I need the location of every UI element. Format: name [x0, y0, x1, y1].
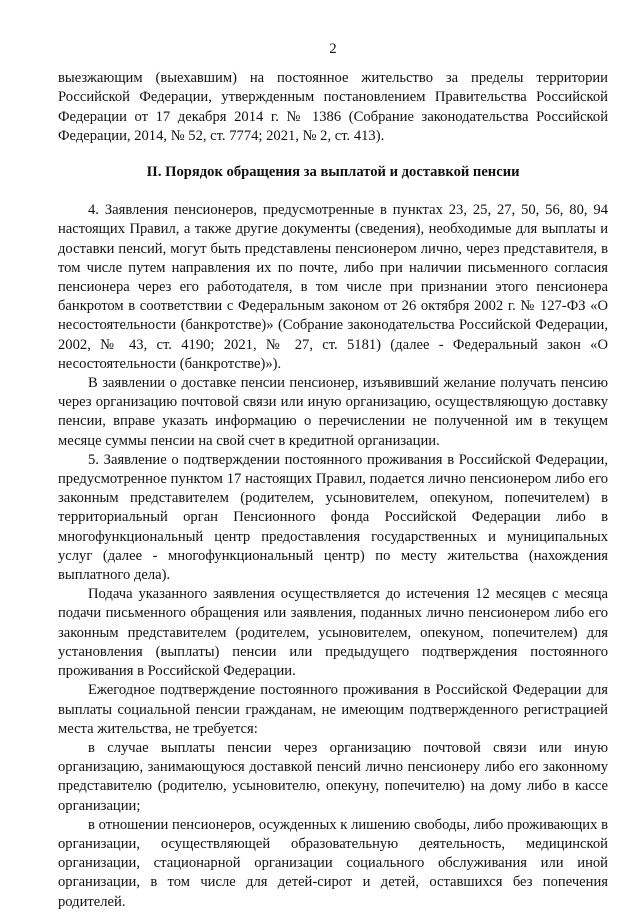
page-number: 2 — [329, 41, 337, 57]
paragraph-item-4: 4. Заявления пенсионеров, предусмотренные в пунктах 23, 25, 27, 50, 56, 80, 94 настоящих Правил, а также другие документы (сведения), необходимые для выплаты и доставки пенсий, могут быть представлены пенсионером лично, через представителя, в том числе путем направления их по почте, либо при наличии письменного согласия пенсионера через его работодателя, в том числе при признании этого пенсионера банкротом в соответствии с Федеральным законом от 26 октября 2002 г. № 127-ФЗ «О несостоятельности (банкротстве)» (Собрание законодательства Российской Федерации, 2002, № 43, ст. 4190; 2021, № 27, ст. 5181) (далее - Федеральный закон «О несостоятельности (банкротстве)»). — [58, 202, 608, 372]
intro-paragraph: выезжающим (выехавшим) на постоянное жительство за пределы территории Российской Федерации, утвержденным постановлением Правительства Российской Федерации от 17 декабря 2014 г. № 1386 (Собрание законодательства Российской Федерации, 2014, № 52, ст. 7774; 2021, № 2, ст. 413). — [58, 70, 608, 144]
paragraph-item-5: 5. Заявление о подтверждении постоянного проживания в Российской Федерации, предусмотренное пунктом 17 настоящих Правил, подается лично пенсионером либо его законным представителем (родителем, усыновителем, опекуном, попечителем) в территориальный орган Пенсионного фонда Российской Федерации либо в многофункциональный центр предоставления государственных и муниципальных услуг (далее - многофункциональный центр) по месту жительства (нахождения выплатного дела). — [58, 451, 608, 584]
document-page — [58, 40, 608, 912]
paragraph-case-institutions: в отношении пенсионеров, осужденных к лишению свободы, либо проживающих в организации, осуществляющей образовательную деятельность, медицинской организации, стационарной организации социального обслуживания или иной организации, в том числе для детей-сирот и детей, оставшихся без попечения родителей. — [58, 816, 608, 910]
paragraph-delivery-request: В заявлении о доставке пенсии пенсионер, изъявивший желание получать пенсию через организацию почтовой связи или иную организацию, осуществляющую доставку пенсии, вправе указать информацию о перечислении не полученной им в текущем месяце суммы пенсии на свой счет в кредитной организации. — [58, 375, 608, 449]
paragraph-annual-confirmation: Ежегодное подтверждение постоянного проживания в Российской Федерации для выплаты социальной пенсии гражданам, не имеющим подтвержденного регистрацией места жительства, не требуется: — [58, 682, 608, 737]
paragraph-filing-deadline: Подача указанного заявления осуществляется до истечения 12 месяцев с месяца подачи письменного обращения или заявления, поданных лично пенсионером либо его законным представителем (родителем, усыновителем, опекуном, попечителем) для установления (выплаты) пенсии или предыдущего подтверждения постоянного проживания в Российской Федерации. — [58, 586, 608, 680]
section-heading: II. Порядок обращения за выплатой и доставкой пенсии — [146, 164, 520, 181]
paragraph-case-postal-delivery: в случае выплаты пенсии через организацию почтовой связи или иную организацию, занимающуюся доставкой пенсий лично пенсионеру либо его законному представителю (родителю, усыновителю, опекуну, попечителю) на дому либо в кассе организации; — [58, 739, 608, 814]
